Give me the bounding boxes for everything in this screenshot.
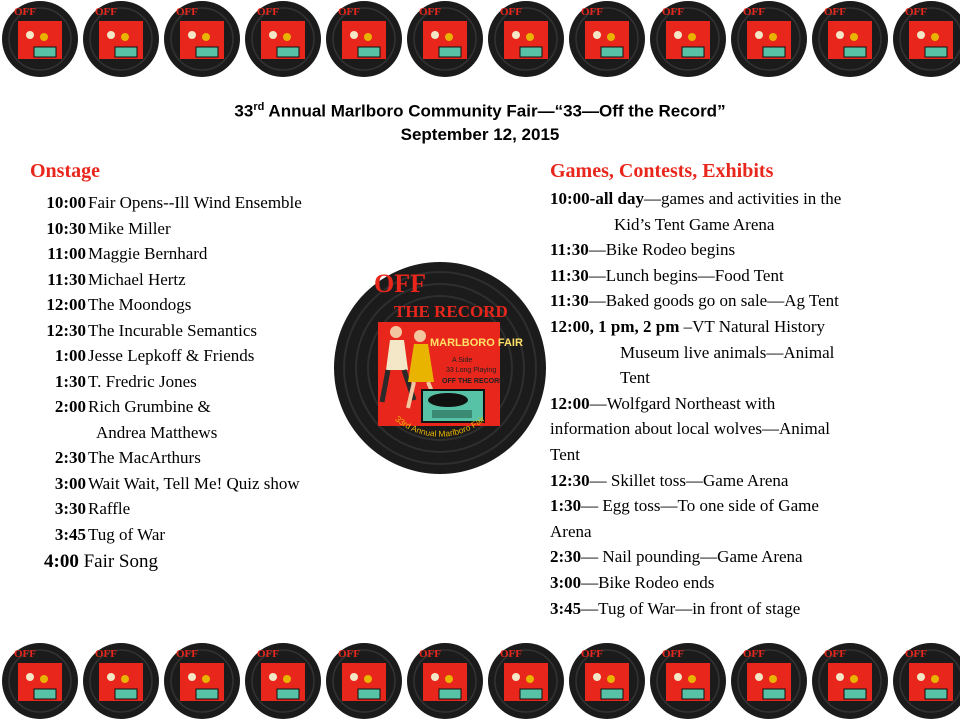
mini-record-badge xyxy=(731,643,807,719)
mini-record-badge xyxy=(164,643,240,719)
games-line xyxy=(550,340,841,366)
mini-badge-off-text: OFF xyxy=(419,648,441,660)
onstage-act: Andrea Matthews xyxy=(96,422,218,442)
onstage-item xyxy=(30,394,302,420)
onstage-time: 3:00 xyxy=(54,473,86,493)
games-line xyxy=(550,186,841,212)
onstage-act: The Moondogs xyxy=(88,295,192,314)
mini-badge-off-text: OFF xyxy=(824,648,846,660)
games-time: 2:30 xyxy=(550,547,582,567)
games-time: 1:30 xyxy=(550,496,582,516)
mini-badge-off-text: OFF xyxy=(14,6,36,18)
mini-badge-off-text: OFF xyxy=(419,6,441,18)
mini-record-badge xyxy=(569,643,645,719)
mini-record-badge xyxy=(245,643,321,719)
onstage-time: 3:45 xyxy=(54,524,86,544)
games-description: —Baked goods go on sale—Ag Tent xyxy=(588,291,839,311)
mini-record-badge xyxy=(83,1,159,77)
games-line xyxy=(550,237,841,263)
games-line xyxy=(550,314,841,340)
games-description: —games and activities in the xyxy=(643,189,842,208)
onstage-item xyxy=(30,496,302,522)
onstage-item xyxy=(30,216,302,242)
mini-record-badge xyxy=(326,1,402,77)
games-time: 12:30 xyxy=(550,470,590,490)
logo-the-record-text: THE RECORD xyxy=(394,302,508,321)
games-line xyxy=(550,544,841,570)
games-description: — Egg toss—To one side of Game xyxy=(581,496,819,516)
games-line xyxy=(550,365,841,391)
onstage-item xyxy=(30,292,302,318)
onstage-item xyxy=(30,318,302,344)
mini-record-badge xyxy=(326,643,402,719)
mini-badge-off-text: OFF xyxy=(257,6,279,18)
mini-badge-off-text: OFF xyxy=(257,648,279,660)
mini-record-badge xyxy=(893,1,960,77)
mini-badge-off-text: OFF xyxy=(176,6,198,18)
games-description: Arena xyxy=(550,521,592,541)
games-line xyxy=(550,468,841,494)
mini-badge-off-text: OFF xyxy=(95,6,117,18)
onstage-act: Fair Opens--Ill Wind Ensemble xyxy=(88,193,302,212)
games-line xyxy=(550,493,841,519)
onstage-act: Fair Song xyxy=(83,551,159,572)
games-line xyxy=(550,263,841,289)
onstage-time: 4:00 xyxy=(44,551,79,572)
mini-record-badge xyxy=(812,1,888,77)
turntable-icon xyxy=(422,390,484,422)
games-description: — Skillet toss—Game Arena xyxy=(589,470,789,490)
mini-badge-off-text: OFF xyxy=(743,6,765,18)
games-description: — Nail pounding—Game Arena xyxy=(581,547,803,567)
mini-badge-off-text: OFF xyxy=(581,6,603,18)
onstage-item xyxy=(30,267,302,293)
mini-badge-off-text: OFF xyxy=(500,648,522,660)
onstage-item xyxy=(30,369,302,395)
mini-record-badge xyxy=(893,643,960,719)
games-description: Kid’s Tent Game Arena xyxy=(614,214,775,234)
games-line xyxy=(550,416,841,442)
games-line xyxy=(550,519,841,545)
onstage-act: Michael Hertz xyxy=(88,269,186,289)
onstage-item xyxy=(30,241,302,267)
mini-record-badge xyxy=(731,1,807,77)
bottom-record-border xyxy=(0,642,960,720)
mini-badge-off-text: OFF xyxy=(824,6,846,18)
onstage-act: Jesse Lepkoff & Friends xyxy=(88,346,255,365)
onstage-item xyxy=(30,522,302,548)
onstage-act: Raffle xyxy=(88,499,131,518)
onstage-act: Wait Wait, Tell Me! Quiz show xyxy=(88,473,300,493)
onstage-heading: Onstage xyxy=(30,160,100,182)
onstage-item xyxy=(30,420,302,446)
onstage-act: T. Fredric Jones xyxy=(88,371,197,391)
games-description: information about local wolves—Animal xyxy=(550,419,830,439)
games-description: Tent xyxy=(620,368,650,388)
mini-record-badge xyxy=(83,643,159,719)
mini-record-badge xyxy=(488,1,564,77)
onstage-act: Mike Miller xyxy=(88,218,171,238)
logo-off-record-small-text: OFF THE RECORD xyxy=(442,378,505,385)
games-description: —Lunch begins—Food Tent xyxy=(588,265,784,285)
onstage-act: The Incurable Semantics xyxy=(88,320,257,340)
mini-record-badge xyxy=(245,1,321,77)
games-line xyxy=(550,288,841,314)
games-heading: Games, Contests, Exhibits xyxy=(550,160,774,182)
games-description: Museum live animals—Animal xyxy=(620,342,835,362)
logo-marlboro-text: MARLBORO FAIR xyxy=(430,337,523,349)
event-date: September 12, 2015 xyxy=(400,125,560,144)
games-description: –VT Natural History xyxy=(679,316,825,336)
games-time: 3:00 xyxy=(550,572,582,592)
mini-badge-off-text: OFF xyxy=(338,6,360,18)
logo-long-playing-text: 33 Long Playing xyxy=(446,367,497,374)
mini-badge-off-text: OFF xyxy=(581,648,603,660)
logo-off-text: OFF xyxy=(374,269,426,298)
mini-record-badge xyxy=(164,1,240,77)
games-description: —Bike Rodeo begins xyxy=(588,240,736,260)
games-line xyxy=(550,596,841,622)
games-time: 12:00, 1 pm, 2 pm xyxy=(550,316,680,336)
onstage-time: 10:00 xyxy=(46,193,86,212)
mini-badge-off-text: OFF xyxy=(743,648,765,660)
games-description: —Tug of War—in front of stage xyxy=(581,598,801,618)
mini-record-badge xyxy=(569,1,645,77)
mini-badge-off-text: OFF xyxy=(338,648,360,660)
games-line xyxy=(550,442,841,468)
onstage-time: 2:30 xyxy=(54,448,86,467)
mini-badge-off-text: OFF xyxy=(95,648,117,660)
games-description: —Wolfgard Northeast with xyxy=(589,393,776,413)
mini-record-badge xyxy=(488,643,564,719)
mini-record-badge xyxy=(650,1,726,77)
games-time: 12:00 xyxy=(550,393,590,413)
mini-record-badge xyxy=(650,643,726,719)
mini-record-badge xyxy=(812,643,888,719)
games-description: —Bike Rodeo ends xyxy=(581,572,715,592)
onstage-item xyxy=(30,549,302,575)
mini-record-badge xyxy=(2,1,78,77)
mini-badge-off-text: OFF xyxy=(500,6,522,18)
games-time: 3:45 xyxy=(550,598,582,618)
mini-badge-off-text: OFF xyxy=(176,648,198,660)
onstage-time: 12:00 xyxy=(46,295,86,314)
onstage-act: Rich Grumbine & xyxy=(88,397,211,416)
mini-record-badge xyxy=(407,643,483,719)
mini-badge-off-text: OFF xyxy=(905,648,927,660)
onstage-time: 1:30 xyxy=(54,371,86,391)
logo-a-side-text: A Side xyxy=(452,357,473,364)
onstage-time: 2:00 xyxy=(54,397,86,416)
mini-record-badge xyxy=(407,1,483,77)
onstage-time: 3:30 xyxy=(54,499,86,518)
games-line xyxy=(550,391,841,417)
games-description: Tent xyxy=(550,444,580,464)
onstage-item xyxy=(30,445,302,471)
onstage-time: 10:30 xyxy=(46,218,86,238)
games-time: 11:30 xyxy=(550,265,589,285)
off-the-record-logo xyxy=(334,262,546,474)
onstage-schedule xyxy=(30,190,302,575)
onstage-item xyxy=(30,190,302,216)
mini-badge-off-text: OFF xyxy=(14,648,36,660)
onstage-time: 11:00 xyxy=(47,244,86,263)
onstage-act: The MacArthurs xyxy=(88,448,201,467)
logo-arc-text: 33rd Annual Marlboro Fair xyxy=(393,413,487,439)
event-title: 33rd Annual Marlboro Community Fair—“33—Off the Record” xyxy=(234,101,726,121)
top-record-border xyxy=(0,0,960,78)
onstage-time: 11:30 xyxy=(47,269,86,289)
games-line xyxy=(550,570,841,596)
onstage-time: 12:30 xyxy=(46,320,86,340)
mini-badge-off-text: OFF xyxy=(662,6,684,18)
onstage-act: Maggie Bernhard xyxy=(88,244,208,263)
games-time: 11:30 xyxy=(550,240,589,260)
games-time: 11:30 xyxy=(550,291,589,311)
onstage-item xyxy=(30,471,302,497)
games-line xyxy=(550,212,841,238)
games-schedule xyxy=(550,186,841,621)
onstage-item xyxy=(30,343,302,369)
games-time: 10:00-all day xyxy=(550,189,644,208)
onstage-time: 1:00 xyxy=(54,346,86,365)
onstage-act: Tug of War xyxy=(88,524,166,544)
mini-badge-off-text: OFF xyxy=(905,6,927,18)
mini-record-badge xyxy=(2,643,78,719)
mini-badge-off-text: OFF xyxy=(662,648,684,660)
